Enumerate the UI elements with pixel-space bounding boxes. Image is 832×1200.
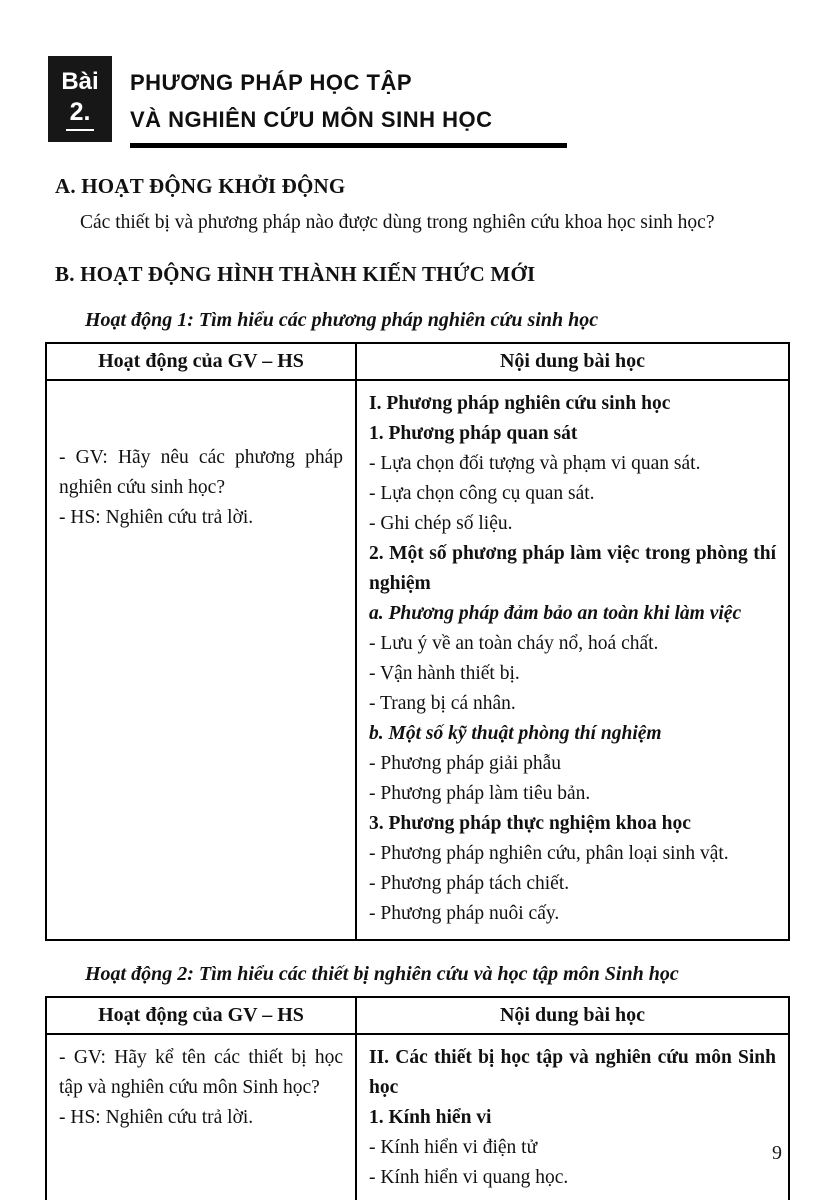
content-line: - Phương pháp tách chiết. xyxy=(369,873,570,894)
section-b-heading: B. HOẠT ĐỘNG HÌNH THÀNH KIẾN THỨC MỚI xyxy=(55,262,536,286)
lesson-number-badge xyxy=(48,56,112,142)
content-line: 3. Phương pháp thực nghiệm khoa học xyxy=(369,813,691,834)
activity2-gv-hs-cell xyxy=(47,1035,357,1200)
lesson-header xyxy=(0,0,832,148)
content-line: II. Các thiết bị học tập và nghiên cứu môn Sinh học xyxy=(369,1047,776,1098)
badge-number: 2. xyxy=(66,97,95,131)
activity2-table-header-right: Nội dung bài học xyxy=(357,998,788,1035)
activity1-content-cell xyxy=(357,381,788,939)
content-line: - Lưu ý về an toàn cháy nổ, hoá chất. xyxy=(369,633,659,654)
content-line: - Phương pháp nghiên cứu, phân loại sinh vật. xyxy=(369,843,729,864)
content-line: - Lựa chọn đối tượng và phạm vi quan sát. xyxy=(369,453,701,474)
content-line: 1. Kính hiển vi xyxy=(369,1107,492,1128)
badge-label: Bài xyxy=(61,68,99,95)
content-line: - Lựa chọn công cụ quan sát. xyxy=(369,483,595,504)
activity2-content-cell xyxy=(357,1035,788,1200)
lesson-title-line1: PHƯƠNG PHÁP HỌC TẬP xyxy=(130,70,413,95)
activity1-table-header-left: Hoạt động của GV – HS xyxy=(47,344,357,381)
content-line: - Trang bị cá nhân. xyxy=(369,693,516,714)
content-line: - Vận hành thiết bị. xyxy=(369,663,520,684)
activity1-table xyxy=(45,342,790,941)
content-line: 2. Một số phương pháp làm việc trong phòng thí nghiệm xyxy=(369,543,776,594)
lesson-title-block xyxy=(130,56,567,148)
content-line: - HS: Nghiên cứu trả lời. xyxy=(59,507,254,528)
activity1-table-header-right: Nội dung bài học xyxy=(357,344,788,381)
activity2-caption: Hoạt động 2: Tìm hiểu các thiết bị nghiên cứu và học tập môn Sinh học xyxy=(85,963,679,985)
content-line: - HS: Nghiên cứu trả lời. xyxy=(59,1107,254,1128)
content-line: a. Phương pháp đảm bảo an toàn khi làm việc xyxy=(369,603,742,624)
activity1-caption: Hoạt động 1: Tìm hiểu các phương pháp nghiên cứu sinh học xyxy=(85,309,599,331)
content-line: 1. Phương pháp quan sát xyxy=(369,423,578,444)
section-a-question: Các thiết bị và phương pháp nào được dùng trong nghiên cứu khoa học sinh học? xyxy=(80,212,715,233)
content-line: b. Một số kỹ thuật phòng thí nghiệm xyxy=(369,723,662,744)
content-line: - Kính hiển vi quang học. xyxy=(369,1167,569,1188)
content-line: - Kính hiển vi điện tử xyxy=(369,1137,538,1158)
section-a-heading: A. HOẠT ĐỘNG KHỞI ĐỘNG xyxy=(55,174,346,198)
content-line: - Phương pháp nuôi cấy. xyxy=(369,903,560,924)
content-line: - GV: Hãy nêu các phương pháp nghiên cứu sinh học? xyxy=(59,447,343,498)
content-line: I. Phương pháp nghiên cứu sinh học xyxy=(369,393,671,414)
content-line: - GV: Hãy kể tên các thiết bị học tập và nghiên cứu môn Sinh học? xyxy=(59,1047,343,1098)
activity2-table-header-left: Hoạt động của GV – HS xyxy=(47,998,357,1035)
content-line: - Phương pháp giải phẫu xyxy=(369,753,562,774)
content-line: - Ghi chép số liệu. xyxy=(369,513,513,534)
title-underline-rule xyxy=(130,143,567,148)
lesson-title-line2: VÀ NGHIÊN CỨU MÔN SINH HỌC xyxy=(130,107,493,132)
activity2-table xyxy=(45,996,790,1200)
page-number: 9 xyxy=(772,1142,782,1164)
content-line: - Phương pháp làm tiêu bản. xyxy=(369,783,591,804)
activity1-gv-hs-cell xyxy=(47,381,357,939)
